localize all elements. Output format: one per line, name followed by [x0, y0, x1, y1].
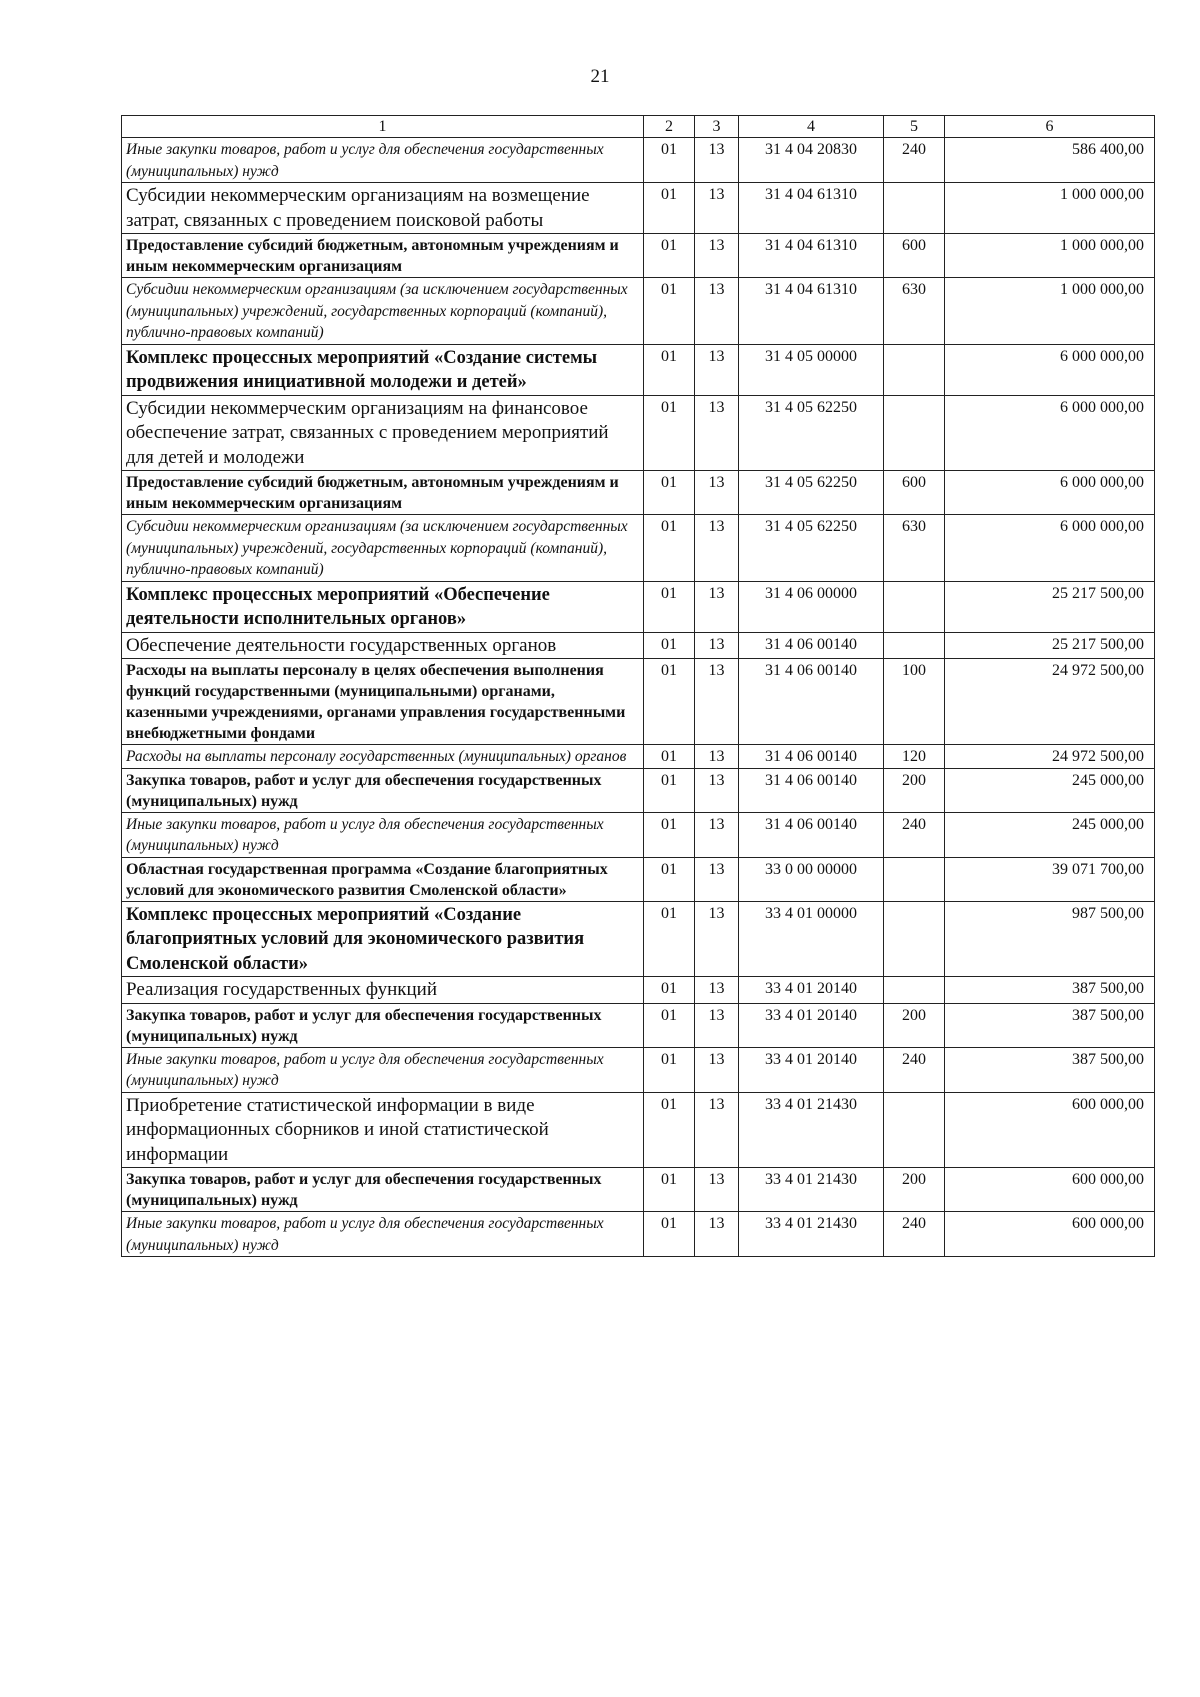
target-article-cell: 31 4 06 00140 — [739, 659, 884, 745]
section-code-cell: 01 — [644, 1047, 695, 1092]
subsection-code-cell: 13 — [695, 812, 739, 857]
subsection-code-cell: 13 — [695, 278, 739, 345]
expense-name-cell: Расходы на выплаты персоналу в целях обеспечения выполнения функций государственными (муниципальными) органами, казенными учреждениями, органами управления государственными внебюджетными фондами — [122, 659, 644, 745]
expense-name-cell: Предоставление субсидий бюджетным, автономным учреждениям и иным некоммерческим организациям — [122, 234, 644, 278]
expense-type-cell — [884, 632, 945, 659]
section-code-cell: 01 — [644, 977, 695, 1004]
expense-name-cell: Субсидии некоммерческим организациям (за исключением государственных (муниципальных) учреждений, государственных корпораций (компаний), публично-правовых компаний) — [122, 278, 644, 345]
subsection-code-cell: 13 — [695, 1092, 739, 1168]
column-number: 2 — [644, 116, 695, 138]
expense-type-cell: 240 — [884, 1212, 945, 1257]
target-article-cell: 33 4 01 21430 — [739, 1212, 884, 1257]
table-row — [122, 138, 1155, 183]
subsection-code-cell: 13 — [695, 395, 739, 471]
column-number: 4 — [739, 116, 884, 138]
expense-name-cell: Закупка товаров, работ и услуг для обеспечения государственных (муниципальных) нужд — [122, 1168, 644, 1212]
subsection-code-cell: 13 — [695, 659, 739, 745]
expense-type-cell — [884, 901, 945, 977]
section-code-cell: 01 — [644, 581, 695, 632]
amount-cell: 1 000 000,00 — [945, 183, 1155, 234]
amount-cell: 987 500,00 — [945, 901, 1155, 977]
table-row — [122, 344, 1155, 395]
amount-cell: 1 000 000,00 — [945, 278, 1155, 345]
expense-name-cell: Реализация государственных функций — [122, 977, 644, 1004]
expense-type-cell: 120 — [884, 745, 945, 769]
expense-name-cell: Комплекс процессных мероприятий «Обеспечение деятельности исполнительных органов» — [122, 581, 644, 632]
expense-type-cell: 600 — [884, 234, 945, 278]
target-article-cell: 31 4 06 00140 — [739, 745, 884, 769]
expense-type-cell: 240 — [884, 1047, 945, 1092]
expense-name-cell: Областная государственная программа «Создание благоприятных условий для экономического развития Смоленской области» — [122, 857, 644, 901]
expense-type-cell: 630 — [884, 278, 945, 345]
expense-name-cell: Иные закупки товаров, работ и услуг для обеспечения государственных (муниципальных) нужд — [122, 812, 644, 857]
expense-name-cell: Комплекс процессных мероприятий «Создание системы продвижения инициативной молодежи и детей» — [122, 344, 644, 395]
table-row — [122, 1168, 1155, 1212]
target-article-cell: 31 4 04 61310 — [739, 278, 884, 345]
amount-cell: 6 000 000,00 — [945, 395, 1155, 471]
table-row — [122, 768, 1155, 812]
section-code-cell: 01 — [644, 1092, 695, 1168]
section-code-cell: 01 — [644, 1003, 695, 1047]
table-row — [122, 581, 1155, 632]
table-row — [122, 183, 1155, 234]
section-code-cell: 01 — [644, 857, 695, 901]
expense-type-cell — [884, 977, 945, 1004]
target-article-cell: 31 4 06 00000 — [739, 581, 884, 632]
section-code-cell: 01 — [644, 1168, 695, 1212]
column-number: 6 — [945, 116, 1155, 138]
target-article-cell: 31 4 06 00140 — [739, 632, 884, 659]
expense-name-cell: Приобретение статистической информации в виде информационных сборников и иной статистической информации — [122, 1092, 644, 1168]
target-article-cell: 31 4 05 62250 — [739, 515, 884, 582]
target-article-cell: 33 4 01 20140 — [739, 977, 884, 1004]
amount-cell: 600 000,00 — [945, 1092, 1155, 1168]
expense-type-cell: 200 — [884, 768, 945, 812]
subsection-code-cell: 13 — [695, 901, 739, 977]
subsection-code-cell: 13 — [695, 471, 739, 515]
section-code-cell: 01 — [644, 632, 695, 659]
table-row — [122, 1212, 1155, 1257]
section-code-cell: 01 — [644, 768, 695, 812]
expense-name-cell: Предоставление субсидий бюджетным, автономным учреждениям и иным некоммерческим организациям — [122, 471, 644, 515]
subsection-code-cell: 13 — [695, 1168, 739, 1212]
table-body — [122, 116, 1155, 1257]
subsection-code-cell: 13 — [695, 745, 739, 769]
section-code-cell: 01 — [644, 234, 695, 278]
table-row — [122, 1003, 1155, 1047]
expense-name-cell: Закупка товаров, работ и услуг для обеспечения государственных (муниципальных) нужд — [122, 768, 644, 812]
target-article-cell: 33 4 01 20140 — [739, 1003, 884, 1047]
expense-type-cell: 200 — [884, 1003, 945, 1047]
expense-name-cell: Обеспечение деятельности государственных органов — [122, 632, 644, 659]
table-row — [122, 515, 1155, 582]
target-article-cell: 31 4 04 61310 — [739, 183, 884, 234]
subsection-code-cell: 13 — [695, 977, 739, 1004]
expense-type-cell: 600 — [884, 471, 945, 515]
target-article-cell: 33 4 01 20140 — [739, 1047, 884, 1092]
section-code-cell: 01 — [644, 471, 695, 515]
amount-cell: 25 217 500,00 — [945, 632, 1155, 659]
table-row — [122, 234, 1155, 278]
amount-cell: 600 000,00 — [945, 1212, 1155, 1257]
table-row — [122, 745, 1155, 769]
expense-type-cell — [884, 344, 945, 395]
column-number: 3 — [695, 116, 739, 138]
amount-cell: 387 500,00 — [945, 1003, 1155, 1047]
subsection-code-cell: 13 — [695, 515, 739, 582]
section-code-cell: 01 — [644, 344, 695, 395]
amount-cell: 24 972 500,00 — [945, 659, 1155, 745]
expense-type-cell: 240 — [884, 138, 945, 183]
target-article-cell: 33 0 00 00000 — [739, 857, 884, 901]
expense-name-cell: Иные закупки товаров, работ и услуг для обеспечения государственных (муниципальных) нужд — [122, 1212, 644, 1257]
amount-cell: 245 000,00 — [945, 768, 1155, 812]
table-row — [122, 977, 1155, 1004]
subsection-code-cell: 13 — [695, 768, 739, 812]
expense-type-cell — [884, 395, 945, 471]
section-code-cell: 01 — [644, 183, 695, 234]
amount-cell: 387 500,00 — [945, 977, 1155, 1004]
target-article-cell: 33 4 01 00000 — [739, 901, 884, 977]
amount-cell: 387 500,00 — [945, 1047, 1155, 1092]
table-row — [122, 901, 1155, 977]
page-number: 21 — [590, 66, 610, 87]
expense-name-cell: Закупка товаров, работ и услуг для обеспечения государственных (муниципальных) нужд — [122, 1003, 644, 1047]
target-article-cell: 31 4 05 00000 — [739, 344, 884, 395]
expense-name-cell: Комплекс процессных мероприятий «Создание благоприятных условий для экономического развития Смоленской области» — [122, 901, 644, 977]
expense-type-cell — [884, 183, 945, 234]
expense-name-cell: Иные закупки товаров, работ и услуг для обеспечения государственных (муниципальных) нужд — [122, 138, 644, 183]
target-article-cell: 31 4 05 62250 — [739, 395, 884, 471]
expense-type-cell: 100 — [884, 659, 945, 745]
target-article-cell: 31 4 04 20830 — [739, 138, 884, 183]
target-article-cell: 31 4 04 61310 — [739, 234, 884, 278]
target-article-cell: 33 4 01 21430 — [739, 1168, 884, 1212]
table-row — [122, 395, 1155, 471]
table-row — [122, 632, 1155, 659]
table-row — [122, 278, 1155, 345]
section-code-cell: 01 — [644, 901, 695, 977]
table-row — [122, 857, 1155, 901]
amount-cell: 25 217 500,00 — [945, 581, 1155, 632]
amount-cell: 586 400,00 — [945, 138, 1155, 183]
subsection-code-cell: 13 — [695, 581, 739, 632]
section-code-cell: 01 — [644, 812, 695, 857]
table-row — [122, 659, 1155, 745]
subsection-code-cell: 13 — [695, 857, 739, 901]
amount-cell: 1 000 000,00 — [945, 234, 1155, 278]
subsection-code-cell: 13 — [695, 1047, 739, 1092]
target-article-cell: 31 4 06 00140 — [739, 812, 884, 857]
expense-type-cell: 200 — [884, 1168, 945, 1212]
expense-type-cell — [884, 1092, 945, 1168]
subsection-code-cell: 13 — [695, 1212, 739, 1257]
section-code-cell: 01 — [644, 395, 695, 471]
column-number: 1 — [122, 116, 644, 138]
table-row — [122, 1047, 1155, 1092]
subsection-code-cell: 13 — [695, 632, 739, 659]
amount-cell: 245 000,00 — [945, 812, 1155, 857]
expense-name-cell: Субсидии некоммерческим организациям на возмещение затрат, связанных с проведением поисковой работы — [122, 183, 644, 234]
target-article-cell: 33 4 01 21430 — [739, 1092, 884, 1168]
target-article-cell: 31 4 06 00140 — [739, 768, 884, 812]
expense-name-cell: Субсидии некоммерческим организациям на финансовое обеспечение затрат, связанных с проведением мероприятий для детей и молодежи — [122, 395, 644, 471]
budget-table — [121, 115, 1155, 1257]
amount-cell: 6 000 000,00 — [945, 515, 1155, 582]
section-code-cell: 01 — [644, 745, 695, 769]
section-code-cell: 01 — [644, 515, 695, 582]
amount-cell: 24 972 500,00 — [945, 745, 1155, 769]
table-row — [122, 471, 1155, 515]
table-row — [122, 1092, 1155, 1168]
expense-type-cell — [884, 857, 945, 901]
target-article-cell: 31 4 05 62250 — [739, 471, 884, 515]
section-code-cell: 01 — [644, 138, 695, 183]
subsection-code-cell: 13 — [695, 183, 739, 234]
section-code-cell: 01 — [644, 1212, 695, 1257]
expense-name-cell: Субсидии некоммерческим организациям (за исключением государственных (муниципальных) учреждений, государственных корпораций (компаний), публично-правовых компаний) — [122, 515, 644, 582]
amount-cell: 39 071 700,00 — [945, 857, 1155, 901]
subsection-code-cell: 13 — [695, 138, 739, 183]
amount-cell: 6 000 000,00 — [945, 344, 1155, 395]
section-code-cell: 01 — [644, 659, 695, 745]
expense-name-cell: Расходы на выплаты персоналу государственных (муниципальных) органов — [122, 745, 644, 769]
subsection-code-cell: 13 — [695, 234, 739, 278]
amount-cell: 600 000,00 — [945, 1168, 1155, 1212]
amount-cell: 6 000 000,00 — [945, 471, 1155, 515]
expense-type-cell: 630 — [884, 515, 945, 582]
expense-type-cell — [884, 581, 945, 632]
column-number-row — [122, 116, 1155, 138]
section-code-cell: 01 — [644, 278, 695, 345]
subsection-code-cell: 13 — [695, 344, 739, 395]
table-row — [122, 812, 1155, 857]
column-number: 5 — [884, 116, 945, 138]
subsection-code-cell: 13 — [695, 1003, 739, 1047]
expense-type-cell: 240 — [884, 812, 945, 857]
expense-name-cell: Иные закупки товаров, работ и услуг для обеспечения государственных (муниципальных) нужд — [122, 1047, 644, 1092]
